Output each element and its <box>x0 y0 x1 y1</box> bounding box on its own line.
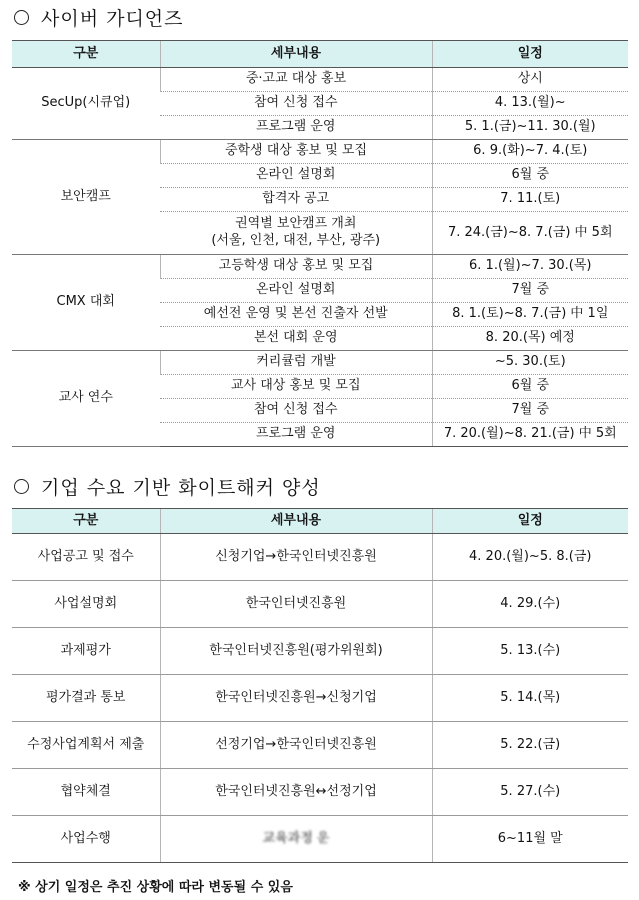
category-cell: 사업설명회 <box>12 581 160 628</box>
group-secup: SecUp(시큐업) <box>12 68 160 140</box>
detail-cell: 한국인터넷진흥원 <box>160 581 432 628</box>
detail-cell: 프로그램 운영 <box>160 423 432 447</box>
detail-cell: 한국인터넷진흥원↔선정기업 <box>160 769 432 816</box>
group-teacher-training: 교사 연수 <box>12 351 160 447</box>
detail-cell: 한국인터넷진흥원(평가위원회) <box>160 628 432 675</box>
detail-cell: 중학생 대상 홍보 및 모집 <box>160 140 432 164</box>
detail-cell <box>160 212 432 255</box>
detail-line-2: (서울, 인천, 대전, 부산, 광주) <box>211 233 381 248</box>
table-row <box>12 581 628 628</box>
group-security-camp: 보안캠프 <box>12 140 160 255</box>
schedule-cell: 5. 1.(금)~11. 30.(월) <box>432 116 628 140</box>
table-row <box>12 628 628 675</box>
category-cell: 수정사업계획서 제출 <box>12 722 160 769</box>
detail-cell: 참여 신청 접수 <box>160 399 432 423</box>
schedule-cell: 6월 중 <box>432 375 628 399</box>
table-row <box>12 351 628 375</box>
detail-cell: 교사 대상 홍보 및 모집 <box>160 375 432 399</box>
category-cell: 과제평가 <box>12 628 160 675</box>
schedule-cell: 7월 중 <box>432 279 628 303</box>
schedule-cell: 7. 20.(월)~8. 21.(금) 中 5회 <box>432 423 628 447</box>
detail-cell: 온라인 설명회 <box>160 279 432 303</box>
table-row <box>12 675 628 722</box>
schedule-cell: 7. 24.(금)~8. 7.(금) 中 5회 <box>432 212 628 255</box>
table-header-row <box>12 41 628 68</box>
section1-title: 사이버 가디언즈 <box>14 4 184 31</box>
detail-cell: 참여 신청 접수 <box>160 92 432 116</box>
schedule-cell: 상시 <box>432 68 628 92</box>
category-cell: 평가결과 통보 <box>12 675 160 722</box>
table-row <box>12 534 628 581</box>
circle-bullet-icon <box>14 479 29 494</box>
category-cell: 협약체결 <box>12 769 160 816</box>
schedule-cell: 8. 1.(토)~8. 7.(금) 中 1일 <box>432 303 628 327</box>
detail-cell: 선정기업→한국인터넷진흥원 <box>160 722 432 769</box>
schedule-cell: 5. 14.(목) <box>432 675 628 722</box>
section2-title: 기업 수요 기반 화이트해커 양성 <box>14 473 321 500</box>
schedule-change-note: ※ 상기 일정은 추진 상황에 따라 변동될 수 있음 <box>18 880 293 895</box>
schedule-cell: 7월 중 <box>432 399 628 423</box>
schedule-cell: 6. 1.(월)~7. 30.(목) <box>432 255 628 279</box>
detail-cell: 한국인터넷진흥원→신청기업 <box>160 675 432 722</box>
header-schedule: 일정 <box>432 41 628 68</box>
detail-cell: 신청기업→한국인터넷진흥원 <box>160 534 432 581</box>
schedule-cell: 4. 29.(수) <box>432 581 628 628</box>
header-schedule: 일정 <box>432 509 628 534</box>
schedule-cell: 5. 27.(수) <box>432 769 628 816</box>
schedule-cell: 6. 9.(화)~7. 4.(토) <box>432 140 628 164</box>
detail-cell: 온라인 설명회 <box>160 164 432 188</box>
schedule-cell: 5. 13.(수) <box>432 628 628 675</box>
schedule-cell: 6~11월 말 <box>432 816 628 863</box>
obscured-detail-text: 교육과정 운 <box>262 830 330 846</box>
detail-cell: 고등학생 대상 홍보 및 모집 <box>160 255 432 279</box>
schedule-cell: 5. 22.(금) <box>432 722 628 769</box>
white-hacker-schedule-table <box>12 508 628 863</box>
detail-cell: 본선 대회 운영 <box>160 327 432 351</box>
schedule-cell: 8. 20.(목) 예정 <box>432 327 628 351</box>
group-cmx: CMX 대회 <box>12 255 160 351</box>
category-cell: 사업수행 <box>12 816 160 863</box>
table-row <box>12 68 628 92</box>
cyber-guardians-schedule-table <box>12 40 628 447</box>
table-row <box>12 816 628 863</box>
schedule-cell: ~5. 30.(토) <box>432 351 628 375</box>
header-category: 구분 <box>12 509 160 534</box>
header-detail: 세부내용 <box>160 41 432 68</box>
detail-cell: 합격자 공고 <box>160 188 432 212</box>
schedule-cell: 4. 13.(월)~ <box>432 92 628 116</box>
table-row <box>12 140 628 164</box>
circle-bullet-icon <box>14 10 29 25</box>
schedule-cell: 4. 20.(월)~5. 8.(금) <box>432 534 628 581</box>
header-detail: 세부내용 <box>160 509 432 534</box>
detail-cell: 예선전 운영 및 본선 진출자 선발 <box>160 303 432 327</box>
detail-cell: 프로그램 운영 <box>160 116 432 140</box>
detail-cell: 커리큘럼 개발 <box>160 351 432 375</box>
category-cell: 사업공고 및 접수 <box>12 534 160 581</box>
schedule-cell: 7. 11.(토) <box>432 188 628 212</box>
table-row <box>12 722 628 769</box>
table-header-row <box>12 509 628 534</box>
detail-line-1: 권역별 보안캠프 개최 <box>235 216 357 232</box>
schedule-cell: 6월 중 <box>432 164 628 188</box>
detail-cell <box>160 816 432 863</box>
header-category: 구분 <box>12 41 160 68</box>
table-row <box>12 769 628 816</box>
table-row <box>12 255 628 279</box>
detail-cell: 중·고교 대상 홍보 <box>160 68 432 92</box>
